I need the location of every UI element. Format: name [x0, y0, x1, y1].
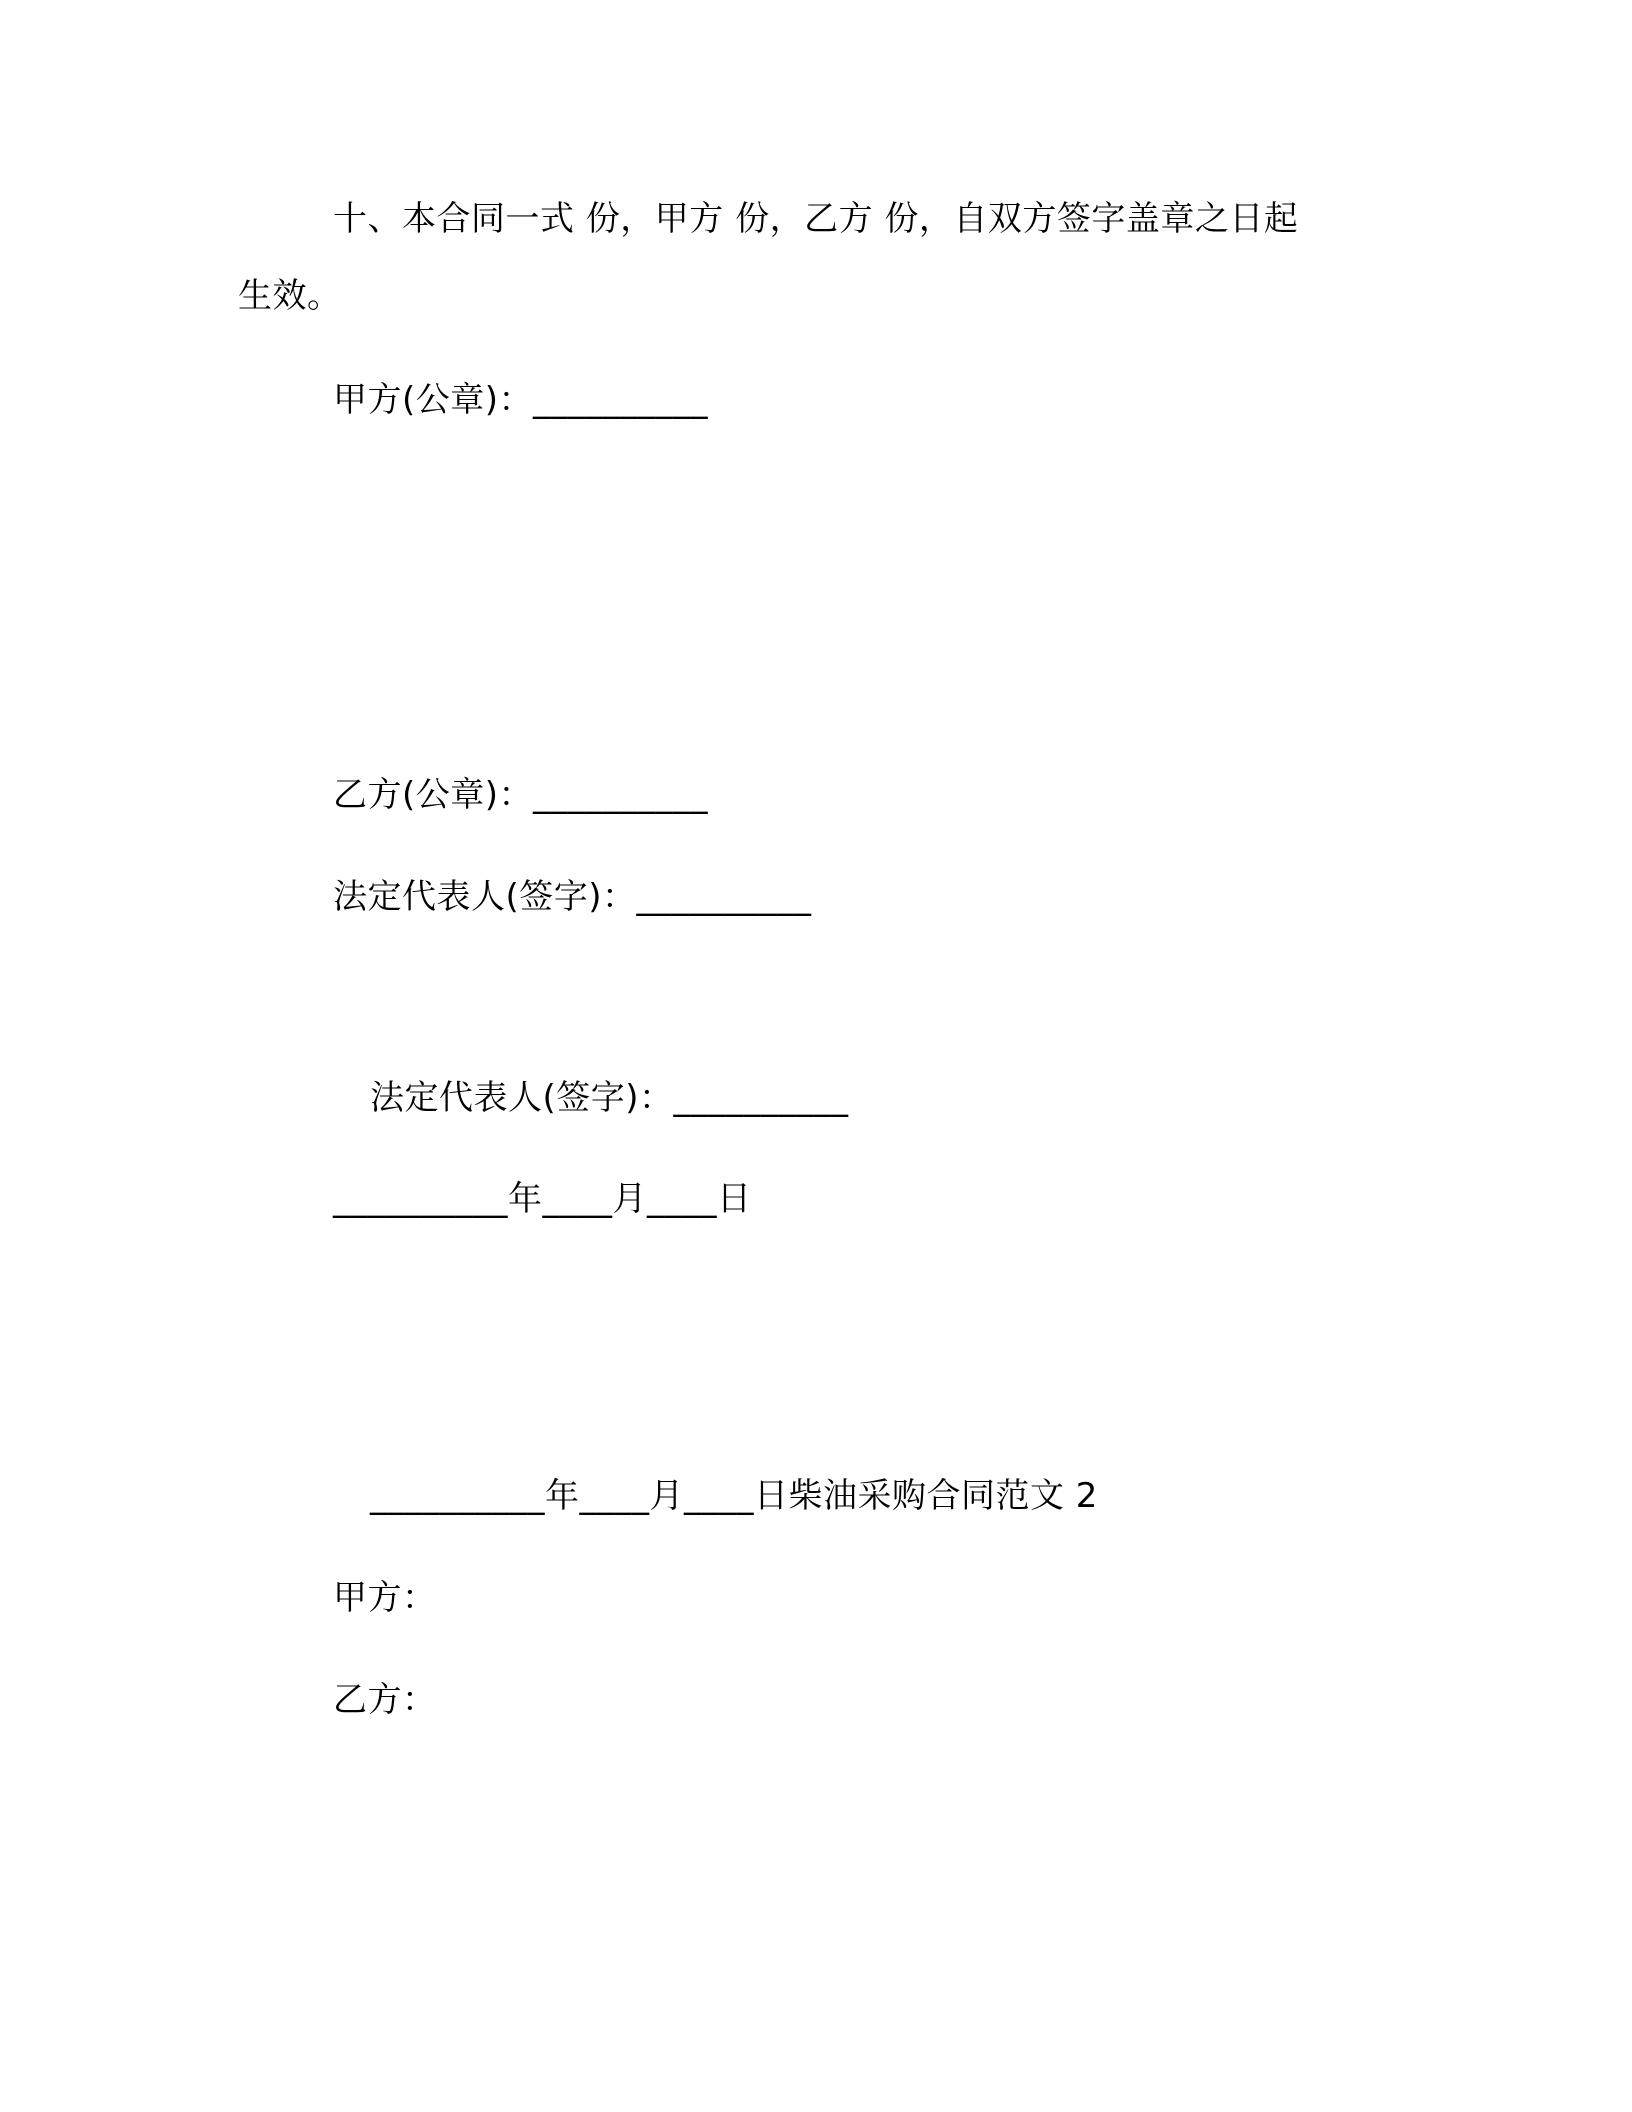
- legal-representative-signature-line-2: 法定代表人(签字)：__________: [370, 1078, 849, 1118]
- legal-representative-signature-line: 法定代表人(签字)：__________: [333, 877, 812, 917]
- date-and-contract-title: __________年____月____日柴油采购合同范文 2: [370, 1476, 1098, 1516]
- party-a-seal-line: 甲方(公章)：__________: [333, 380, 709, 420]
- party-a-label: 甲方：: [333, 1578, 437, 1618]
- party-b-seal-line: 乙方(公章)：__________: [333, 775, 709, 815]
- clause-10-line-1: 十、本合同一式 份，甲方 份，乙方 份，自双方签字盖章之日起: [333, 199, 1299, 239]
- date-line: __________年____月____日: [333, 1179, 752, 1219]
- clause-10-line-2: 生效。: [238, 276, 342, 316]
- party-b-label: 乙方：: [333, 1680, 437, 1720]
